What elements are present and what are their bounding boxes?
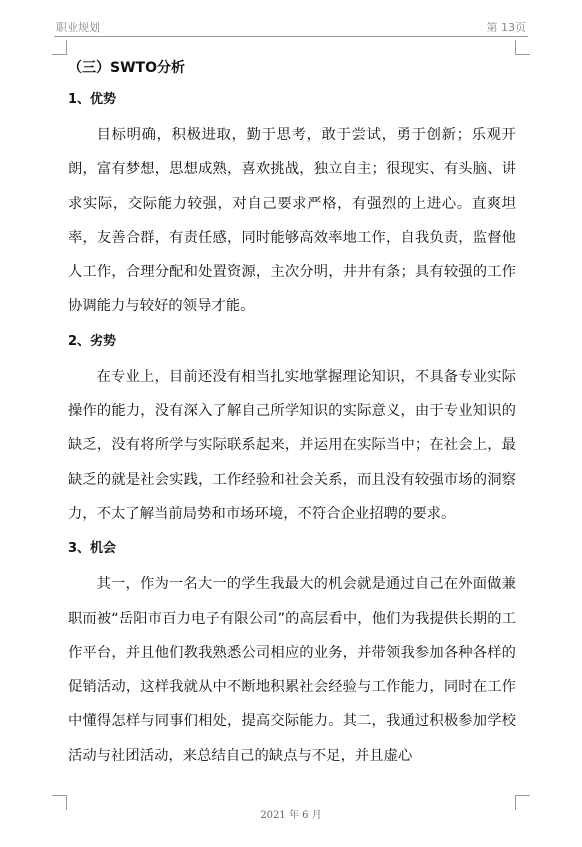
crop-mark-top-right	[515, 40, 530, 55]
opportunities-paragraph: 其一，作为一名大一的学生我最大的机会就是通过自己在外面做兼职而被“岳阳市百力电子有限公司”的高层看中，他们为我提供长期的工作平台，并且他们教我熟悉公司相应的业务，并带领我参加各种各样的促销活动，这样我就从中不断地积累社会经验与工作能力，同时在工作中懂得怎样与同事们相处，提高交际能力。其二，我通过积极参加学校活动与社团活动，来总结自己的缺点与不足，并且虚心	[68, 576, 516, 764]
page-header-left: 职业规划	[56, 21, 100, 34]
header-divider	[54, 36, 528, 37]
section-title: （三）SWTO分析	[68, 60, 185, 76]
weaknesses-heading: 2、劣势	[68, 333, 117, 349]
page-footer-date: 2021 年 6 月	[260, 810, 322, 821]
crop-mark-top-left	[52, 40, 67, 55]
strengths-paragraph: 目标明确，积极进取，勤于思考，敢于尝试，勇于创新；乐观开朗，富有梦想，思想成熟，喜欢挑战，独立自主；很现实、有头脑、讲求实际，交际能力较强，对自己要求严格，有强烈的上进心。直爽坦率，友善合群，有责任感，同时能够高效率地工作，自我负责，监督他人工作，合理分配和处置资源，主次分明，井井有条；具有较强的工作协调能力与较好的领导才能。	[68, 127, 516, 315]
strengths-heading: 1、优势	[68, 92, 117, 107]
page-body	[68, 54, 516, 773]
opportunities-heading: 3、机会	[68, 541, 117, 557]
page-header-right: 第 13页	[486, 21, 526, 34]
weaknesses-paragraph: 在专业上，目前还没有相当扎实地掌握理论知识，不具备专业实际操作的能力，没有深入了解自己所学知识的实际意义，由于专业知识的缺乏，没有将所学与实际联系起来，并运用在实际当中；在社会上，最缺乏的就是社会实践，工作经验和社会关系，而且没有较强市场的洞察力，不太了解当前局势和市场环境，不符合企业招聘的要求。	[68, 368, 516, 522]
